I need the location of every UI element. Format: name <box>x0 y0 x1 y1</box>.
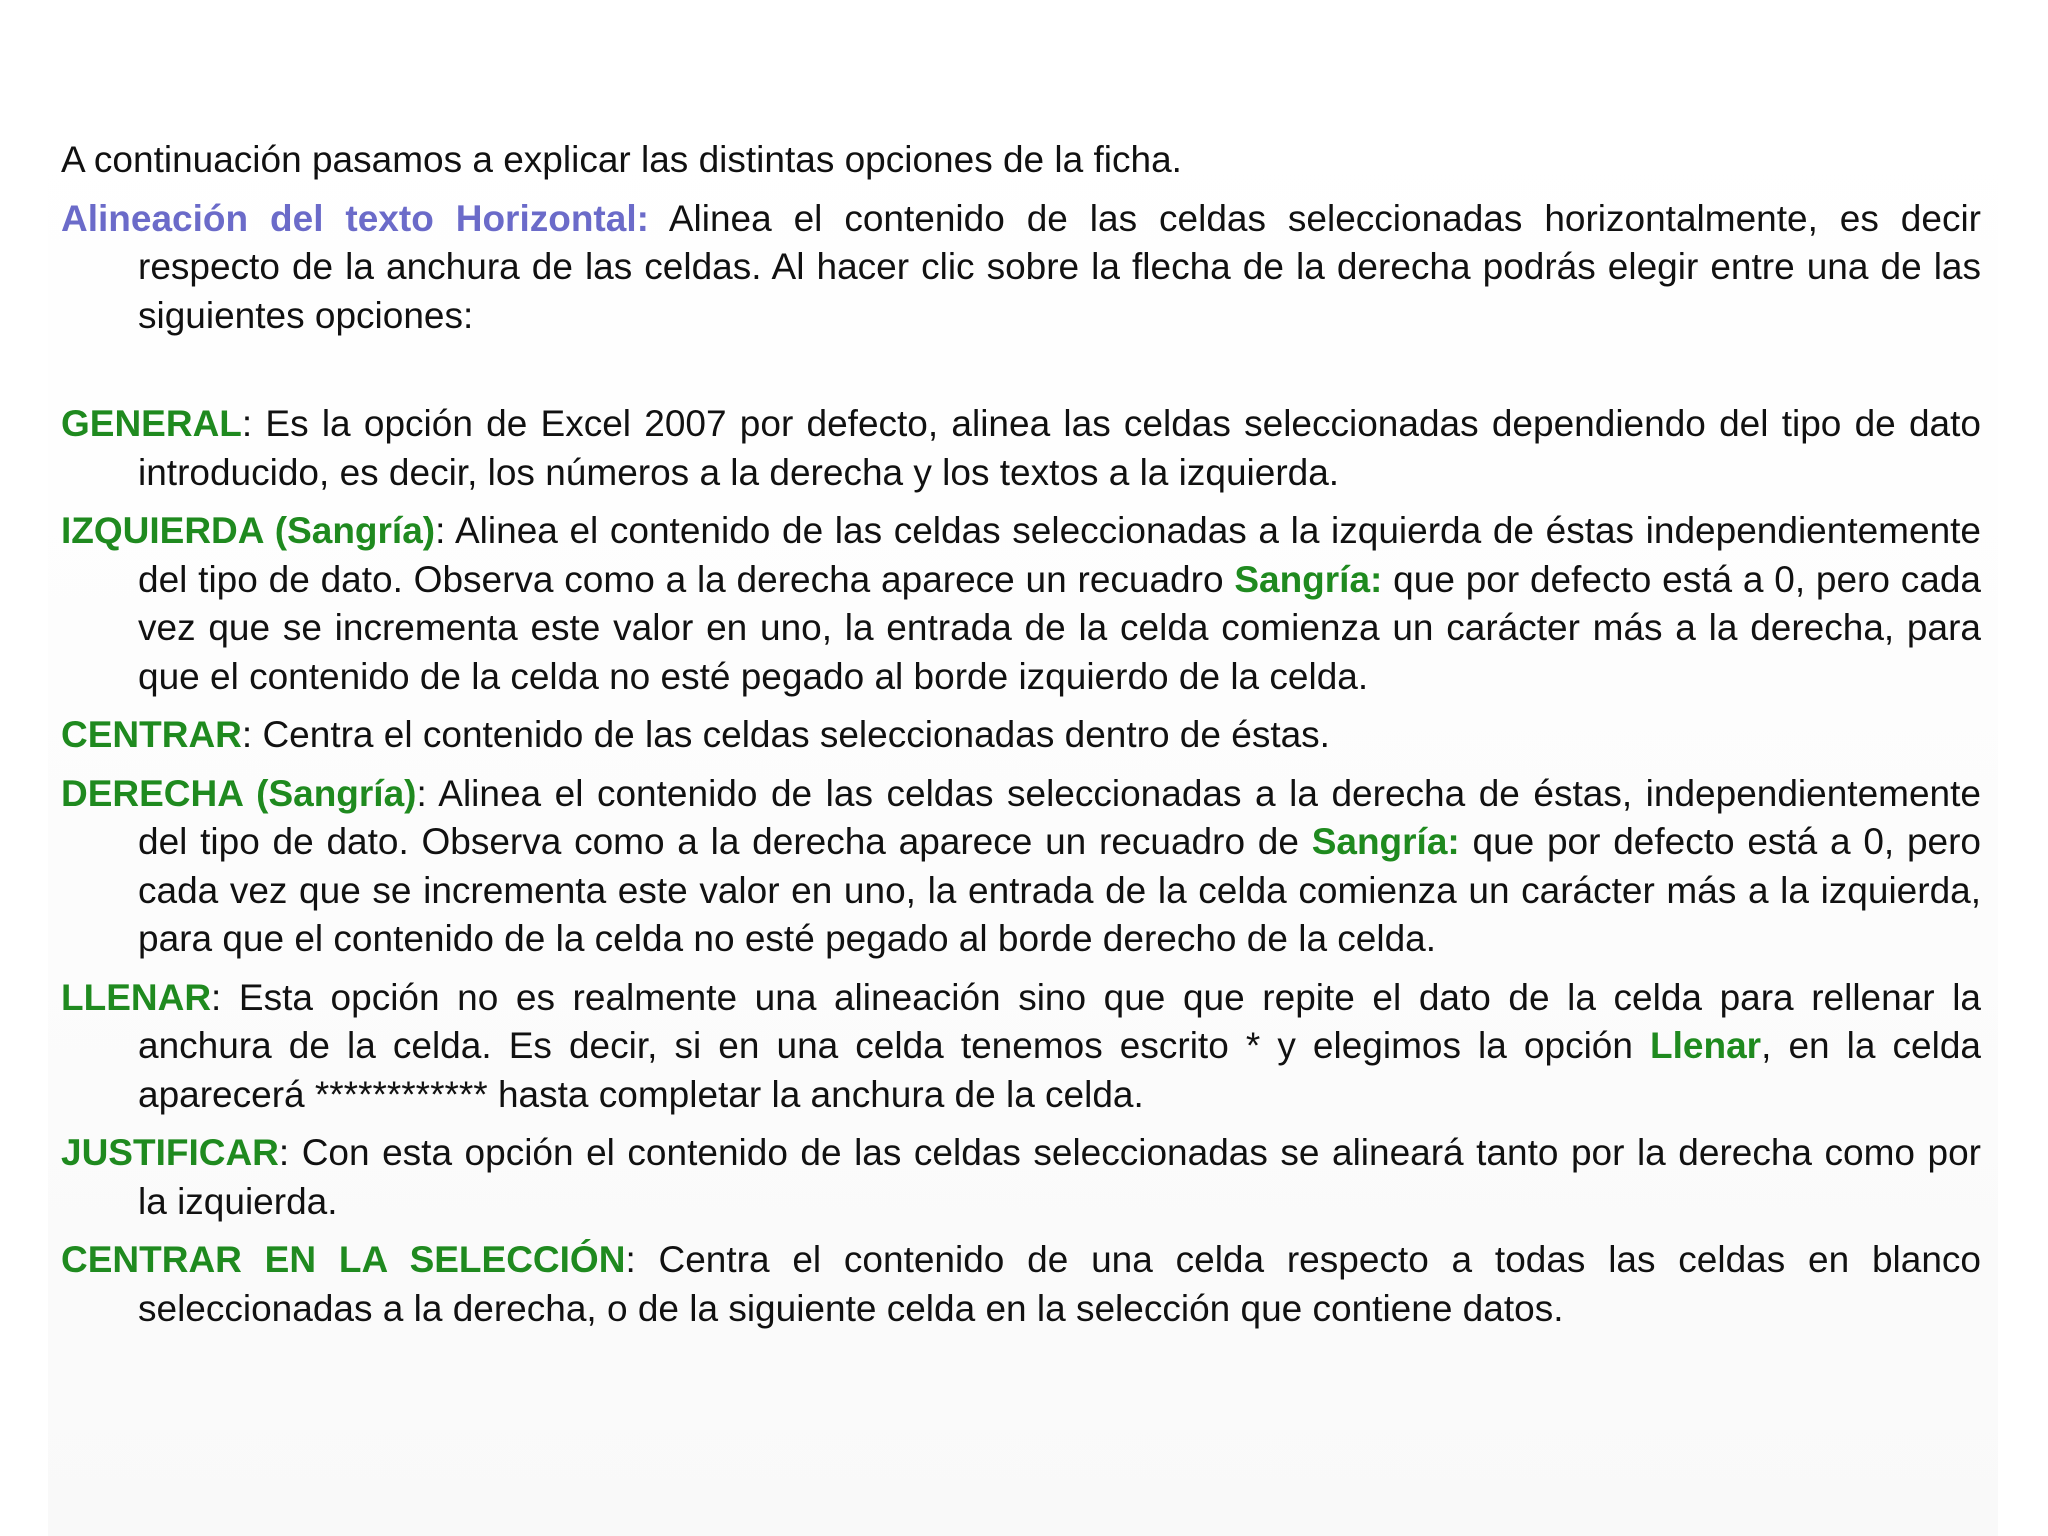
option-llenar <box>61 974 1981 1120</box>
option-llenar-text-1: : Esta opción no es realmente una alineación sino que que repite el dato de la celda para rellenar la anchura de la celda. Es decir, si en una celda tenemos escrito * y elegimos la opción <box>138 976 1981 1066</box>
intro-text: A continuación pasamos a explicar las distintas opciones de la ficha. <box>61 139 1182 180</box>
option-centrar-seleccion-term: CENTRAR EN LA SELECCIÓN <box>61 1239 626 1280</box>
document-body <box>61 136 1981 1343</box>
horizontal-alignment-term: Alineación del texto Horizontal: <box>61 197 649 239</box>
option-justificar <box>61 1129 1981 1226</box>
option-izquierda-text-1: : Alinea el contenido de las celdas seleccionadas a la izquierda de éstas independientemente del tipo de dato. Observa como a la derecha aparece un recuadro <box>138 510 1982 600</box>
option-derecha-term: DERECHA (Sangría) <box>61 772 417 814</box>
option-centrar-seleccion <box>61 1236 1981 1333</box>
option-centrar <box>61 711 1981 760</box>
option-llenar-inline-term: Llenar <box>1650 1025 1762 1066</box>
option-derecha-text-2: que por defecto está a 0, pero cada vez que se incrementa este valor en uno, la entrada de la celda comienza un carácter más a la izquierda, para que el contenido de la celda no esté pegado al borde derecho de la celda. <box>138 821 1981 959</box>
option-centrar-seleccion-text: : Centra el contenido de una celda respecto a todas las celdas en blanco seleccionadas a la derecha, o de la siguiente celda en la selección que contiene datos. <box>138 1239 1981 1329</box>
horizontal-alignment-paragraph <box>61 195 1981 341</box>
option-centrar-term: CENTRAR <box>61 714 242 755</box>
option-derecha <box>61 770 1981 964</box>
option-general-term: GENERAL <box>61 403 242 444</box>
option-centrar-text: : Centra el contenido de las celdas seleccionadas dentro de éstas. <box>241 714 1330 755</box>
horizontal-alignment-text: Alinea el contenido de las celdas seleccionadas horizontalmente, es decir respecto de la anchura de las celdas. Al hacer clic sobre la flecha de la derecha podrás elegir entre una de las siguientes opciones: <box>138 197 1981 336</box>
intro-paragraph <box>61 136 1981 185</box>
option-izquierda <box>61 507 1981 701</box>
option-general-text: : Es la opción de Excel 2007 por defecto, alinea las celdas seleccionadas dependiendo del tipo de dato introducido, es decir, los números a la derecha y los textos a la izquierda. <box>138 403 1981 493</box>
option-izquierda-inline-term: Sangría: <box>1234 558 1383 600</box>
option-justificar-text: : Con esta opción el contenido de las celdas seleccionadas se alineará tanto por la derecha como por la izquierda. <box>138 1132 1981 1222</box>
option-derecha-inline-term: Sangría: <box>1311 821 1460 862</box>
option-justificar-term: JUSTIFICAR <box>61 1132 279 1173</box>
option-derecha-text-1: : Alinea el contenido de las celdas seleccionadas a la derecha de éstas, independientemente del tipo de dato. Observa como a la derecha aparece un recuadro de <box>138 772 1981 862</box>
option-llenar-term: LLENAR <box>61 976 212 1018</box>
option-izquierda-term: IZQUIERDA (Sangría) <box>61 510 436 551</box>
option-general <box>61 400 1981 497</box>
option-llenar-text-2: , en la celda aparecerá ************ hasta completar la anchura de la celda. <box>138 1025 1982 1115</box>
section-spacer <box>61 350 1981 400</box>
option-izquierda-text-2: que por defecto está a 0, pero cada vez que se incrementa este valor en uno, la entrada de la celda comienza un carácter más a la derecha, para que el contenido de la celda no esté pegado al borde izquierdo de la celda. <box>138 558 1981 697</box>
